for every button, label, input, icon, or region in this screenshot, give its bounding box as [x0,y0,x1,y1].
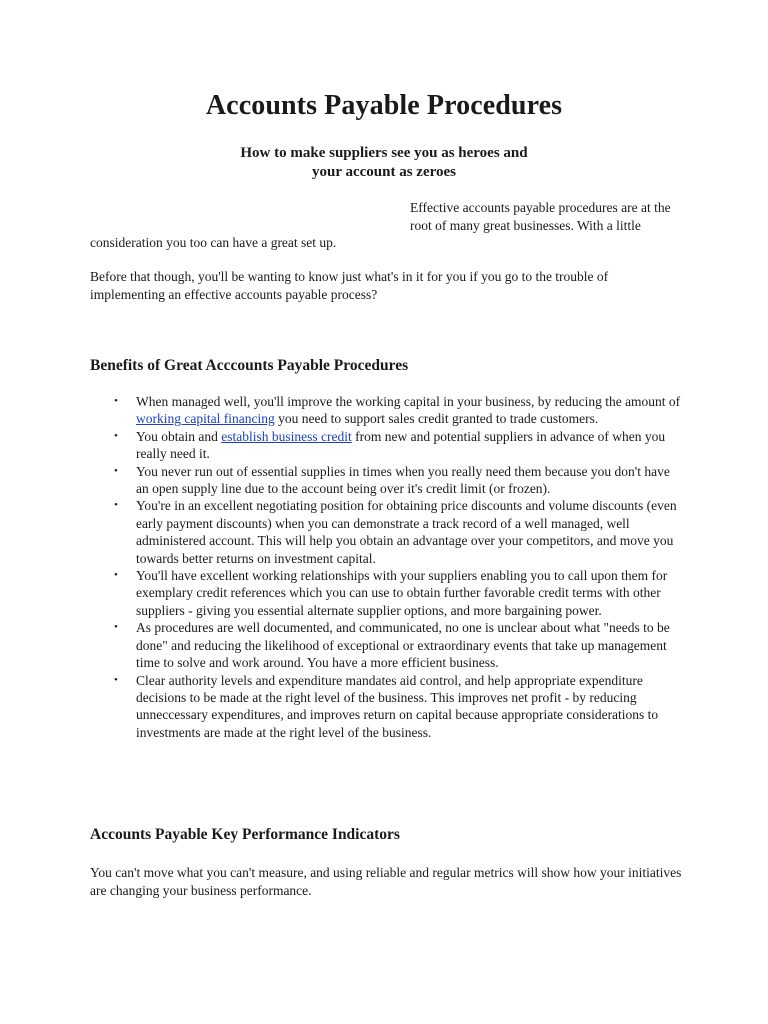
list-item-text: from new and potential suppliers in advance of when you really need it. [136,428,666,462]
list-item-text: When managed well, you'll improve the working capital in your business, by reducing the amount of [136,394,681,409]
list-item-text: Clear authority levels and expenditure mandates aid control, and help appropriate expenditure decisions to be made at the right level of the business. This improves net profit - by reducing unneccessary expenditures, and improves return on capital because appropriate considerations to investments are made at the right level of the business. [136,672,659,740]
bullet-icon: • [114,673,118,686]
page-title: Accounts Payable Procedures [205,90,563,121]
list-item [90,428,685,463]
list-item [90,497,685,567]
list-item-text: As procedures are well documented, and communicated, no one is unclear about what "needs to be done" and reducing the likelihood of exceptional or extraordinary events that take up management time to solve and work around. You have a more efficient business. [136,620,670,671]
kpi-paragraph: You can't move what you can't measure, and using reliable and regular metrics will show how your initiatives are changing your business performance. [90,865,682,898]
list-item-text: You obtain and [136,428,222,444]
bullet-icon: • [114,395,118,407]
image-placeholder [90,199,410,233]
bullet-icon: • [114,569,118,582]
list-item [90,393,685,428]
page-subtitle [0,144,768,182]
list-item [90,463,685,498]
intro-paragraph [90,199,690,252]
bullet-icon: • [114,621,118,634]
list-item [90,567,685,619]
lead-paragraph: Before that though, you'll be wanting to know just what's in it for you if you go to the trouble of implementing an effective accounts payable process? [90,269,609,302]
working-capital-financing-link[interactable]: working capital financing [136,411,275,427]
bullet-icon: • [114,499,118,512]
bullet-icon: • [114,464,118,477]
list-item-text: You never run out of essential supplies in times when you really need them because you don't have an open supply line due to the account being over it's credit limit (or frozen). [136,463,670,497]
subtitle-line-2: your account as zeroes [311,164,456,180]
list-item-text: you need to support sales credit granted to trade customers. [274,411,599,427]
list-item-text: You're in an excellent negotiating position for obtaining price discounts and volume discounts (even early payment discounts) when you can demonstrate a track record of a well managed, well administered account. This will help you obtain an advantage over your competitors, and move you towards better returns on investment capital. [136,498,677,566]
benefits-heading: Benefits of Great Acccounts Payable Procedures [90,357,409,374]
kpi-heading: Accounts Payable Key Performance Indicators [90,826,400,843]
list-item [90,619,685,671]
subtitle-line-1: How to make suppliers see you as heroes and [240,145,528,161]
list-item-text: You'll have excellent working relationships with your suppliers enabling you to call upon them for exemplary credit references which you can use to obtain further favorable credit terms with other suppliers - giving you essential alternate supplier options, and more bargaining power. [136,568,668,618]
bullet-icon: • [114,429,118,442]
establish-business-credit-link[interactable]: establish business credit [221,428,352,444]
benefits-list [90,393,685,741]
list-item [90,672,685,742]
intro-text: Effective accounts payable procedures are at the root of many great businesses. With a little consideration you too can have a great set up. [90,200,671,250]
